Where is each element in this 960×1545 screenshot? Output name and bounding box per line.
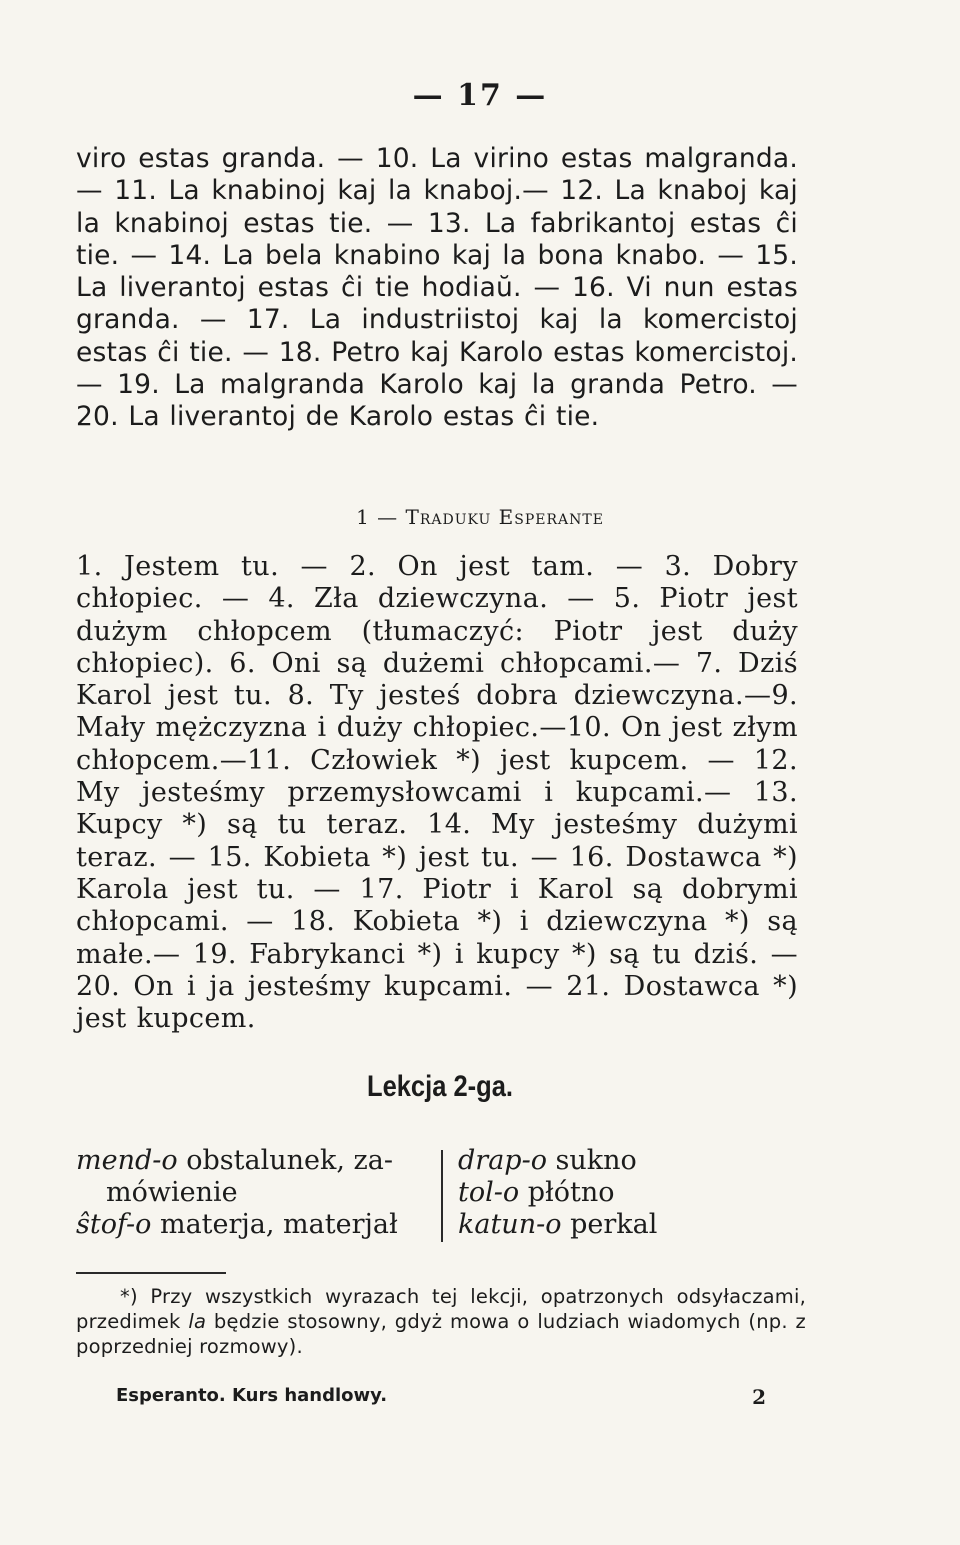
vocab-entry	[76, 1145, 416, 1177]
vocab-meaning: płótno	[527, 1177, 615, 1208]
translation-heading-number: 1 —	[356, 505, 399, 529]
footer-title: Esperanto. Kurs handlowy.	[116, 1385, 388, 1406]
vocabulary-left-column	[76, 1145, 416, 1241]
vocab-entry-continuation	[76, 1177, 416, 1209]
page-footer	[116, 1385, 766, 1409]
lesson-title: Lekcja 2-ga.	[366, 1070, 513, 1103]
vocab-meaning: mówienie	[106, 1177, 238, 1208]
footnote-italic-article: la	[188, 1310, 207, 1333]
page-number: — 17 —	[412, 78, 548, 113]
vocab-entry	[458, 1177, 798, 1209]
vocab-meaning: obstalunek, za-	[186, 1145, 393, 1176]
vocab-term: mend-o	[76, 1145, 178, 1176]
vocab-column-divider	[441, 1150, 443, 1242]
vocab-entry	[458, 1145, 798, 1177]
translation-heading-text: Traduku Esperante	[405, 505, 604, 529]
vocab-meaning: perkal	[570, 1209, 658, 1240]
esperanto-exercise-paragraph: viro estas granda. — 10. La virino estas malgranda.— 11. La knabinoj kaj la knaboj.— 12. La knaboj kaj la knabinoj estas tie. — 13. La fabrikantoj estas ĉi tie. — 14. La bela knabino kaj la bona knabo. — 15. La liverantoj estas ĉi tie hodiaŭ. — 16. Vi nun estas granda. — 17. La industriistoj kaj la komercistoj estas ĉi tie. — 18. Petro kaj Karolo estas komercistoj. — 19. La malgranda Karolo kaj la granda Petro. — 20. La liverantoj de Karolo estas ĉi tie.	[76, 143, 798, 433]
footnote-text-end: będzie stosowny, gdyż mowa o ludziach wiadomych (np. z poprzedniej rozmowy).	[76, 1310, 806, 1358]
footnote-text: Przy wszystkich wyrazach tej lekcji, opatrzonych odsyłaczami, przedimek	[76, 1285, 806, 1333]
vocab-entry	[458, 1209, 798, 1241]
vocab-term: katun-o	[458, 1209, 562, 1240]
vocab-meaning: materja, materjał	[159, 1209, 398, 1240]
signature-mark: 2	[752, 1385, 766, 1409]
vocabulary-right-column	[458, 1145, 798, 1241]
vocab-term: ŝtof-o	[76, 1209, 152, 1240]
footnote	[76, 1284, 806, 1359]
vocab-term: tol-o	[458, 1177, 520, 1208]
polish-exercise-paragraph: 1. Jestem tu. — 2. On jest tam. — 3. Dobry chłopiec. — 4. Zła dziewczyna. — 5. Piotr jest dużym chłopcem (tłumaczyć: Piotr jest duży chłopiec). 6. Oni są dużemi chłopcami.— 7. Dziś Karol jest tu. 8. Ty jesteś dobra dziewczyna.—9. Mały mężczyzna i duży chłopiec.—10. On jest złym chłopcem.—11. Człowiek *) jest kupcem. — 12. My jesteśmy przemysłowcami i kupcami.— 13. Kupcy *) są tu teraz. 14. My jesteśmy dużymi teraz. — 15. Kobieta *) jest tu. — 16. Dostawca *) Karola jest tu. — 17. Piotr i Karol są dobrymi chłopcami. — 18. Kobieta *) i dziewczyna *) są małe.— 19. Fabrykanci *) i kupcy *) są tu dziś. — 20. On i ja jesteśmy kupcami. — 21. Dostawca *) jest kupcem.	[76, 551, 798, 1035]
vocab-term: drap-o	[458, 1145, 547, 1176]
footnote-rule	[76, 1272, 226, 1274]
footnote-mark: *)	[120, 1285, 138, 1308]
vocab-entry	[76, 1209, 416, 1241]
vocab-meaning: sukno	[555, 1145, 637, 1176]
translation-heading	[0, 505, 960, 529]
